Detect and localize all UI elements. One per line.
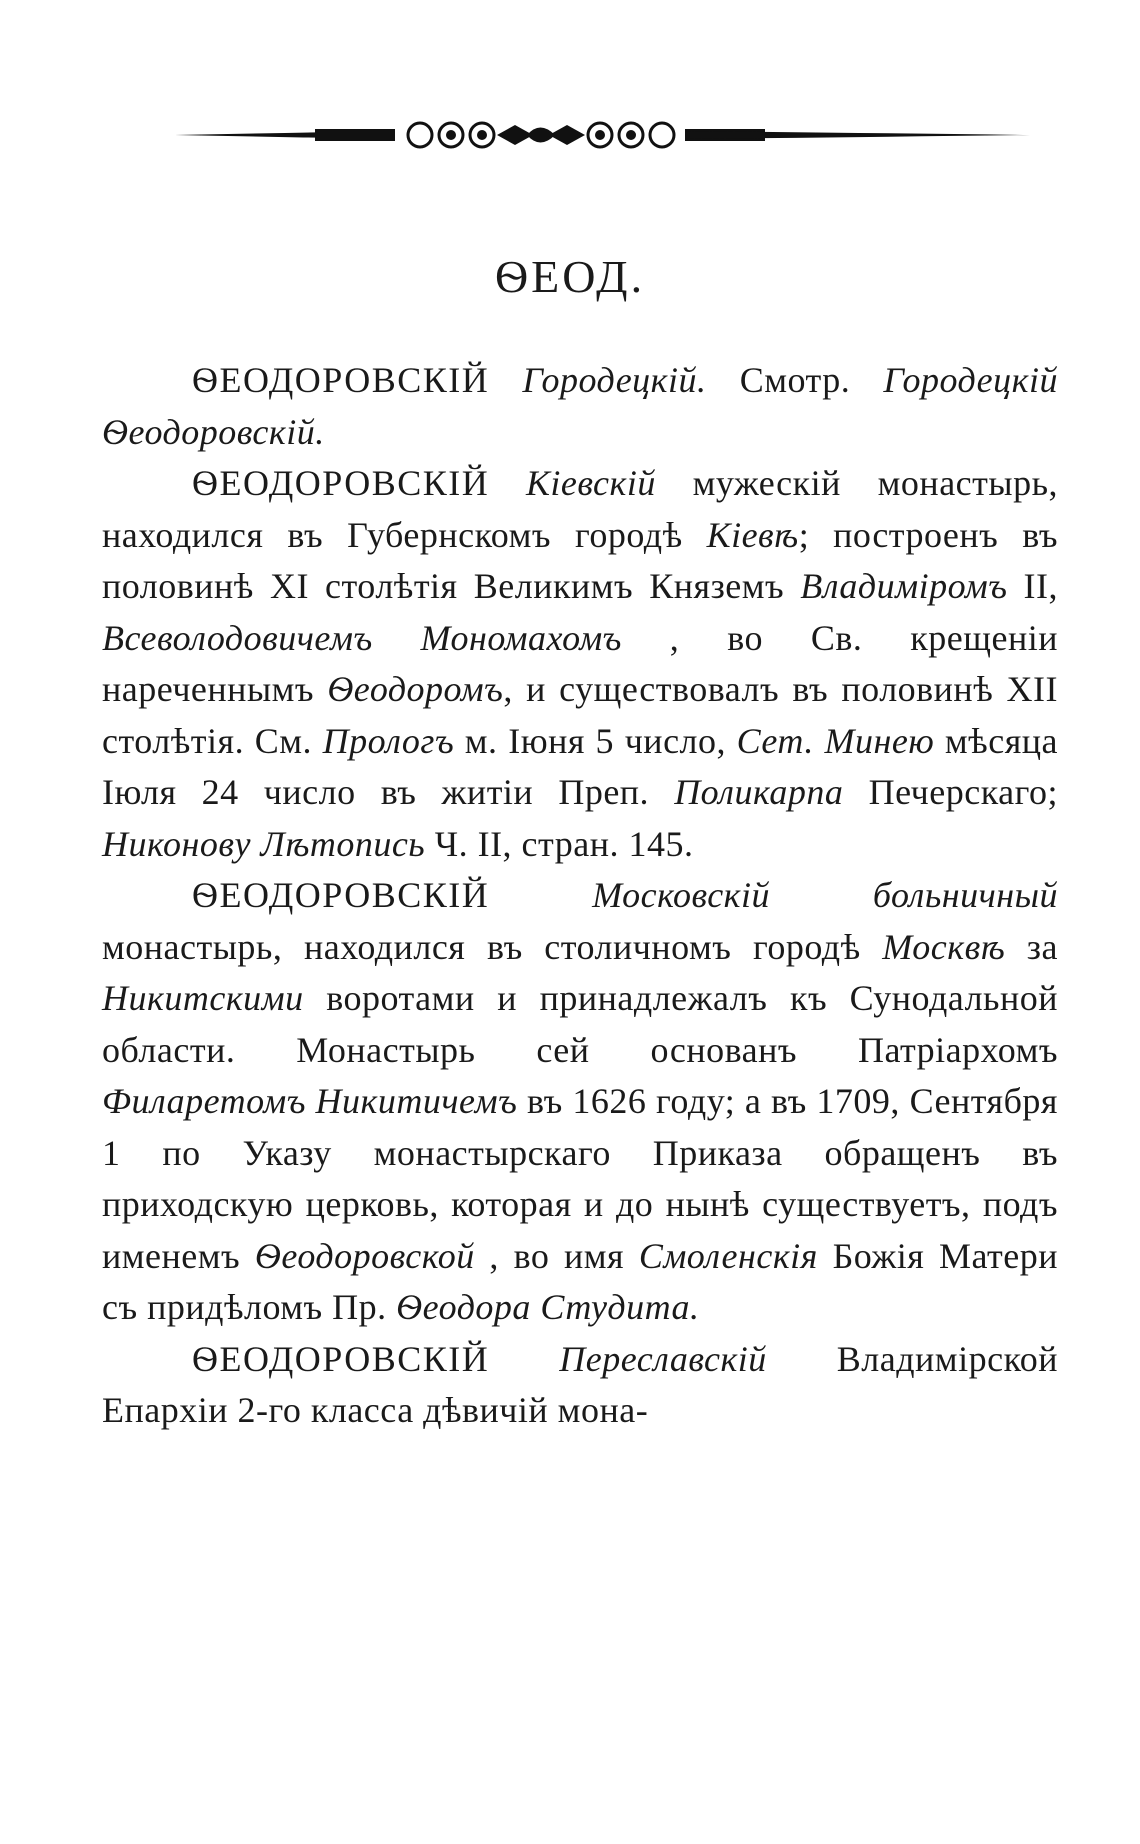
text-segment: за — [1005, 926, 1059, 967]
text-segment: мужескій монастырь, находился въ Губернскомъ городѣ — [102, 463, 1058, 555]
text-segment — [489, 875, 592, 915]
italic-text-segment: Смоленскія — [638, 1235, 818, 1276]
italic-text-segment: Городецкій. — [522, 360, 707, 400]
italic-text-segment: Ѳеодоромъ — [327, 669, 504, 709]
dictionary-entry — [102, 870, 1058, 1334]
page-heading: ѲЕОД. — [494, 251, 646, 302]
text-segment — [489, 1339, 559, 1379]
text-segment: воротами и принадлежалъ къ Сунодальной области. Монастырь сей основанъ Патріархомъ — [102, 978, 1058, 1070]
text-segment: II, — [1007, 566, 1058, 606]
body-text — [102, 355, 1058, 1437]
italic-text-segment: Никитскими — [102, 978, 304, 1018]
entry-headword: ѲЕОДОРОВСКІЙ — [192, 463, 490, 503]
entry-headword: ѲЕОДОРОВСКІЙ — [192, 360, 490, 400]
text-segment: Божія Матери съ придѣломъ Пр. — [102, 1235, 1059, 1327]
text-segment: , во имя — [474, 1235, 639, 1276]
text-segment: Смотр. — [706, 360, 884, 400]
dictionary-entry — [102, 355, 1058, 458]
italic-text-segment: Кіевѣ — [706, 514, 799, 555]
text-segment: монастырь, находился въ столичномъ городѣ — [102, 926, 883, 967]
italic-text-segment: Ѳеодоровской — [254, 1235, 475, 1276]
italic-text-segment: Ѳеодора Студита. — [396, 1287, 700, 1327]
text-segment: Владимірской Епархіи 2-го класса дѣвичій мона- — [102, 1338, 1058, 1430]
italic-text-segment: Прологъ — [322, 720, 455, 761]
italic-text-segment: Москвѣ — [882, 926, 1006, 967]
header-ornament — [175, 112, 1030, 158]
text-segment: въ 1626 году; а въ 1709, Сентября 1 по Указу монастырскаго Приказа обращенъ въ приходскую церковь, которая и до нынѣ существуетъ, подъ именемъ — [102, 1081, 1058, 1276]
italic-text-segment: Филаретомъ Никитичемъ — [102, 1081, 518, 1121]
italic-text-segment: Переславскій — [559, 1338, 767, 1379]
italic-text-segment: Никонову Лѣтопись — [102, 823, 426, 864]
text-segment — [489, 463, 526, 503]
italic-text-segment: Поликарпа — [674, 772, 844, 812]
italic-text-segment: Всеволодовичемъ Мономахомъ — [102, 617, 622, 658]
dictionary-entry — [102, 458, 1058, 870]
text-segment: Ч. II, стран. 145. — [425, 823, 694, 864]
text-segment: м. Іюня 5 число, — [454, 720, 737, 761]
italic-text-segment: Московскій больничный — [592, 875, 1058, 915]
text-segment: Печерскаго; — [843, 772, 1059, 812]
italic-text-segment: Городецкій Ѳеодоровскій. — [102, 360, 1058, 452]
text-segment: , во Св. крещеніи нареченнымъ — [102, 617, 1058, 709]
text-segment: ; построенъ въ половинѣ XI столѣтія Великимъ Княземъ — [102, 514, 1058, 606]
dictionary-entry — [102, 1334, 1058, 1437]
text-segment: , и существовалъ въ половинѣ XII столѣтія. См. — [102, 669, 1058, 761]
text-segment: мѣсяца Іюля 24 число въ житіи Преп. — [102, 720, 1058, 812]
italic-text-segment: Сет. Минею — [736, 720, 935, 761]
entry-headword: ѲЕОДОРОВСКІЙ — [192, 1338, 490, 1379]
text-segment — [489, 360, 522, 400]
entry-headword: ѲЕОДОРОВСКІЙ — [192, 875, 490, 915]
italic-text-segment: Владиміромъ — [800, 566, 1008, 606]
italic-text-segment: Кіевскій — [525, 463, 656, 503]
